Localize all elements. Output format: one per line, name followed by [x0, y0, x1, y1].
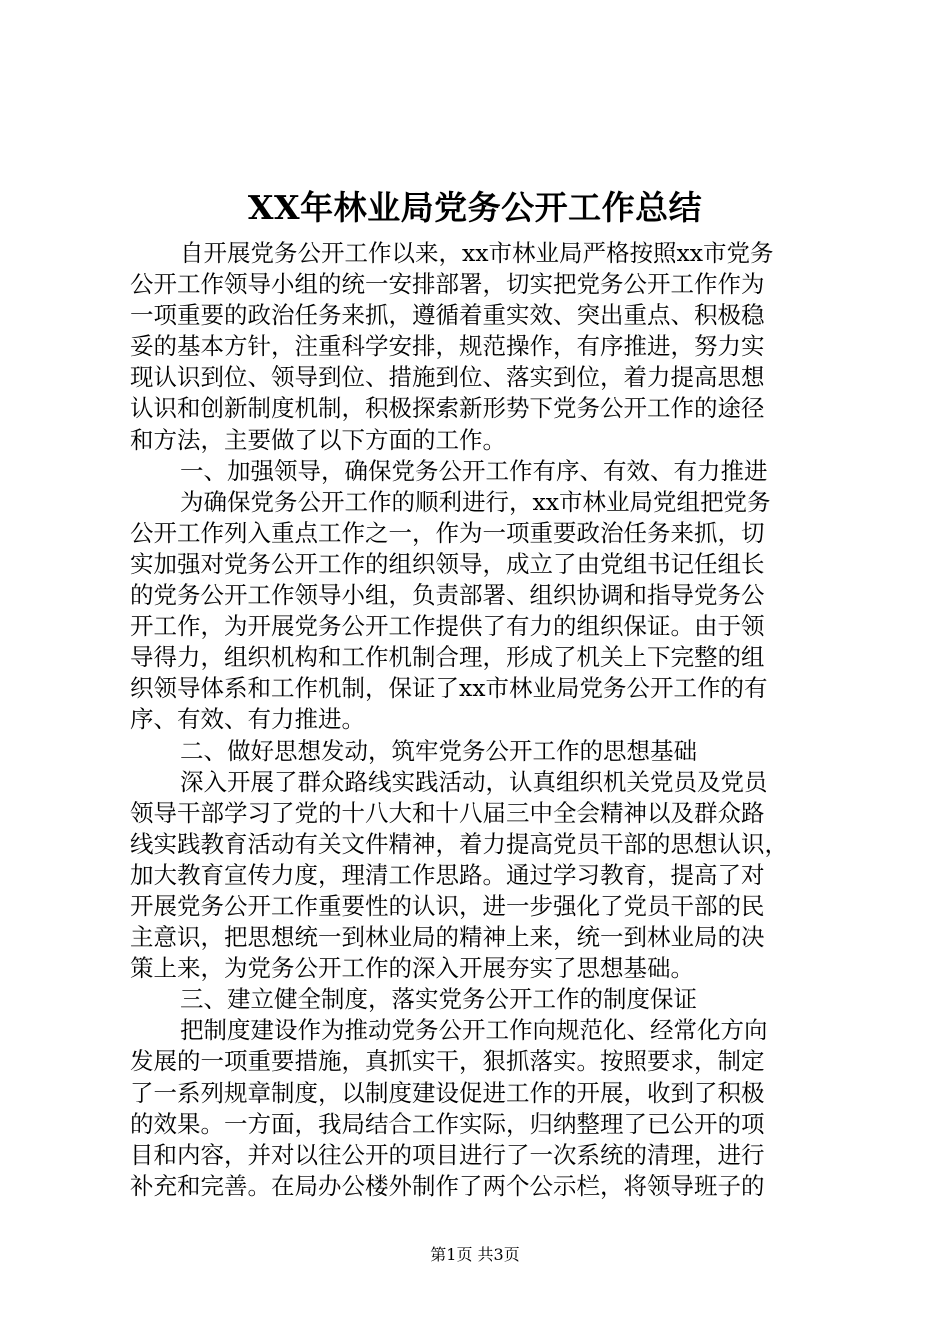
paragraph-line: 开展党务公开工作重要性的认识，进一步强化了党员干部的民 — [130, 891, 765, 920]
paragraph-line: 了一系列规章制度，以制度建设促进工作的开展，收到了积极 — [130, 1078, 765, 1107]
document-body — [130, 238, 830, 1202]
paragraph-line: 认识和创新制度机制，积极探索新形势下党务公开工作的途径 — [130, 394, 765, 423]
paragraph-line: 的效果。一方面，我局结合工作实际，归纳整理了已公开的项 — [130, 1109, 765, 1138]
paragraph-line: 加大教育宣传力度，理清工作思路。通过学习教育，提高了对 — [130, 860, 765, 889]
paragraph-line: 公开工作列入重点工作之一，作为一项重要政治任务来抓，切 — [130, 518, 765, 547]
paragraph-line: 主意识，把思想统一到林业局的精神上来，统一到林业局的决 — [130, 923, 765, 952]
paragraph-line: 妥的基本方针，注重科学安排，规范操作，有序推进，努力实 — [130, 332, 765, 361]
paragraph-line: 现认识到位、领导到位、措施到位、落实到位，着力提高思想 — [130, 363, 765, 392]
paragraph-line: 织领导体系和工作机制，保证了xx市林业局党务公开工作的有 — [130, 674, 768, 703]
paragraph-line: 线实践教育活动有关文件精神，着力提高党员干部的思想认识， — [130, 829, 788, 858]
paragraph-line: 为确保党务公开工作的顺利进行，xx市林业局党组把党务 — [180, 487, 771, 516]
paragraph-line: 导得力，组织机构和工作机制合理，形成了机关上下完整的组 — [130, 643, 765, 672]
paragraph-line: 发展的一项重要措施，真抓实干，狠抓落实。按照要求，制定 — [130, 1047, 765, 1076]
paragraph-line: 把制度建设作为推动党务公开工作向规范化、经常化方向 — [180, 1016, 768, 1045]
paragraph-line: 和方法，主要做了以下方面的工作。 — [130, 425, 506, 454]
paragraph-line: 公开工作领导小组的统一安排部署，切实把党务公开工作作为 — [130, 270, 765, 299]
paragraph-line: 深入开展了群众路线实践活动，认真组织机关党员及党员 — [180, 767, 768, 796]
document-title: XX年林业局党务公开工作总结 — [247, 188, 703, 227]
paragraph-line: 开工作，为开展党务公开工作提供了有力的组织保证。由于领 — [130, 612, 765, 641]
section-heading: 三、建立健全制度，落实党务公开工作的制度保证 — [180, 985, 697, 1014]
paragraph-line: 补充和完善。在局办公楼外制作了两个公示栏，将领导班子的 — [130, 1171, 765, 1200]
section-heading: 一、加强领导，确保党务公开工作有序、有效、有力推进 — [180, 456, 768, 485]
paragraph-line: 一项重要的政治任务来抓，遵循着重实效、突出重点、积极稳 — [130, 301, 765, 330]
section-heading: 二、做好思想发动，筑牢党务公开工作的思想基础 — [180, 736, 697, 765]
page-footer: 第1页 共3页 — [430, 1245, 520, 1264]
paragraph-line: 的党务公开工作领导小组，负责部署、组织协调和指导党务公 — [130, 581, 765, 610]
paragraph-line: 策上来，为党务公开工作的深入开展夯实了思想基础。 — [130, 954, 694, 983]
paragraph-line: 目和内容，并对以往公开的项目进行了一次系统的清理，进行 — [130, 1140, 765, 1169]
paragraph-line: 序、有效、有力推进。 — [130, 705, 365, 734]
paragraph-line: 实加强对党务公开工作的组织领导，成立了由党组书记任组长 — [130, 549, 765, 578]
paragraph-line: 自开展党务公开工作以来，xx市林业局严格按照xx市党务 — [180, 239, 774, 267]
paragraph-line: 领导干部学习了党的十八大和十八届三中全会精神以及群众路 — [130, 798, 765, 827]
